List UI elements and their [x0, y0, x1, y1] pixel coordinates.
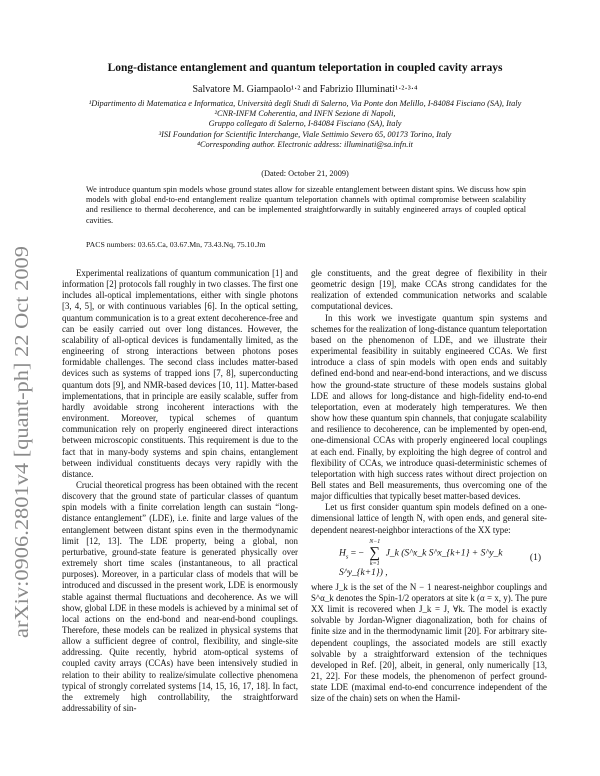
right-column	[311, 268, 547, 704]
affiliation-line: ²CNR-INFM Coherentia, and INFN Sezione di Napoli,	[214, 109, 396, 119]
equation-number: (1)	[529, 553, 541, 564]
body-paragraph: Experimental realizations of quantum communication [1] and information [2] protocols fall roughly in two classes. The first one includes all-optical implementations, either with single photons [3, 4, 5], or with continuous variables [6]. In the optical setting, quantum communication is to a great extent decoherence-free and can be easily carried out over long distances. However, the scalability of all-optical devices is fundamentally limited, as the engineering of strong interactions between photons poses formidable challenges. The second class includes matter-based devices such as systems of trapped ions [7, 8], superconducting quantum dots [9], and NMR-based devices [10, 11]. Matter-based implementations, that in principle are easily scalable, suffer from hardly avoidable strong incoherent interactions with the environment. Moreover, typical schemes of quantum communication rely on properly engineered direct interactions between microscopic constituents. This requirement is due to the fact that in many-body systems and spin chains, entanglement between individual constituents decays very rapidly with the distance.	[62, 268, 298, 479]
summation: N−1 ∑ k=1	[369, 538, 381, 567]
dated-line: (Dated: October 21, 2009)	[261, 169, 349, 178]
affiliation-line: ³ISI Foundation for Scientific Interchange, Viale Settimio Severo 65, 00173 Torino, Italy	[158, 129, 452, 139]
equation-1	[311, 536, 547, 582]
left-column	[62, 268, 298, 714]
pacs-numbers: PACS numbers: 03.65.Ca, 03.67.Mn, 73.43.Nq, 75.10.Jm	[86, 240, 266, 249]
equation-body: $H_s$ = − N−1 ∑ k=1 J_k (S^x_k S^x_{k+1} + S^y_k S^y_{k+1}) ,	[339, 538, 503, 578]
arxiv-stamp	[2, 240, 42, 640]
affiliation-line: Gruppo collegato di Salerno, I-84084 Fisciano (SA), Italy	[208, 119, 402, 129]
body-paragraph: where J_k is the set of the N − 1 nearest-neighbor couplings and S^α_k denotes the Spin-1/2 operators at site k (α = x, y). The pure XX limit is recovered when J_k = J, ∀k. The model is exactly solvable by Jordan-Wigner diagonalization, both for chains of finite size and in the thermodynamic limit [20]. For arbitrary site-dependent couplings, the associated models are still exactly solvable by a straightforward extension of the techniques developed in Ref. [20], albeit, in general, only numerically [13, 21, 22]. For these models, the phenomenon of perfect ground-state LDE (maximal end-to-end concurrence independent of the size of the chain) sets on when the Hamil-	[311, 581, 547, 704]
affiliation-line: ¹Dipartimento di Matematica e Informatica, Università degli Studi di Salerno, Via Ponte don Melillo, I-84084 Fisciano (SA), Italy	[88, 99, 522, 108]
body-paragraph: In this work we investigate quantum spin systems and schemes for the realization of long-distance quantum teleportation based on the phenomenon of LDE, and we illustrate their experimental feasibility in suitably engineered CCAs. We first introduce a class of spin models with open ends and suitably defined end-bond and near-end-bond interactions, and we discuss how the ground-state structure of these models sustains global LDE and allows for long-distance and high-fidelity end-to-end teleportation, even at moderately high temperatures. We then show how these quantum spin channels, that conjugate scalability and resilience to decoherence, can be implemented by open-end, one-dimensional CCAs with properly engineered local couplings at each end. Finally, by exploiting the high degree of control and flexibility of CCAs, we introduce quasi-deterministic schemes of teleportation with high success rates without direct projection on Bell states and Bell measurements, thus overcoming one of the major difficulties that typically beset matter-based devices.	[311, 312, 547, 502]
body-paragraph: Crucial theoretical progress has been obtained with the recent discovery that the ground state of particular classes of quantum spin models with a finite correlation length can sustain “long-distance entanglement” (LDE), i.e. finite and large values of the entanglement between distant spins even in the thermodynamic limit [12, 13]. The LDE property, being a global, non perturbative, ground-state feature is generated physically over extremely short time scales (instantaneous, to all practical purposes). Moreover, in a particular class of models that will be introduced and discussed in the present work, LDE is enormously stable against thermal fluctuations and decoherence. As we will show, global LDE in these models is achieved by a minimal set of local actions on the end-bond and near-end-bond couplings. Therefore, these models can be realized in physical systems that allow a sufficient degree of control, flexibility, and single-site addressing. Quite recently, hybrid atom-optical systems of coupled cavity arrays (CCAs) have been intensively studied in relation to their ability to realize/simulate collective phenomena typical of strongly correlated systems [14, 15, 16, 17, 18]. In fact, the extremely high controllability, the straightforward addressability of sin-	[62, 479, 298, 714]
arxiv-stamp-text: arXiv:0906.2801v4 [quant-ph] 22 Oct 2009	[12, 297, 33, 638]
affiliations	[60, 99, 550, 150]
abstract: We introduce quantum spin models whose ground states allow for sizeable entanglement between distant spins. We discuss how spin models with global end-to-end entanglement realize quantum teleportation channels with optimal compromise between scalability and resilience to thermal decoherence, and can be implemented straightforwardly in suitably engineered arrays of coupled optical cavities.	[86, 185, 526, 225]
body-paragraph: Let us first consider quantum spin models defined on a one-dimensional lattice of length N, with open ends, and general site-dependent nearest-neighbor interactions of the XX type:	[311, 502, 547, 535]
paper-title: Long-distance entanglement and quantum teleportation in coupled cavity arrays	[107, 62, 503, 74]
authors: Salvatore M. Giampaolo¹·² and Fabrizio Illuminati¹·²·³·⁴	[192, 84, 418, 95]
body-paragraph: gle constituents, and the great degree of flexibility in their geometric design [19], make CCAs strong candidates for the realization of extended communication networks and scalable computational devices.	[311, 268, 547, 312]
affiliation-line: ⁴Corresponding author. Electronic address: illuminati@sa.infn.it	[197, 139, 413, 149]
